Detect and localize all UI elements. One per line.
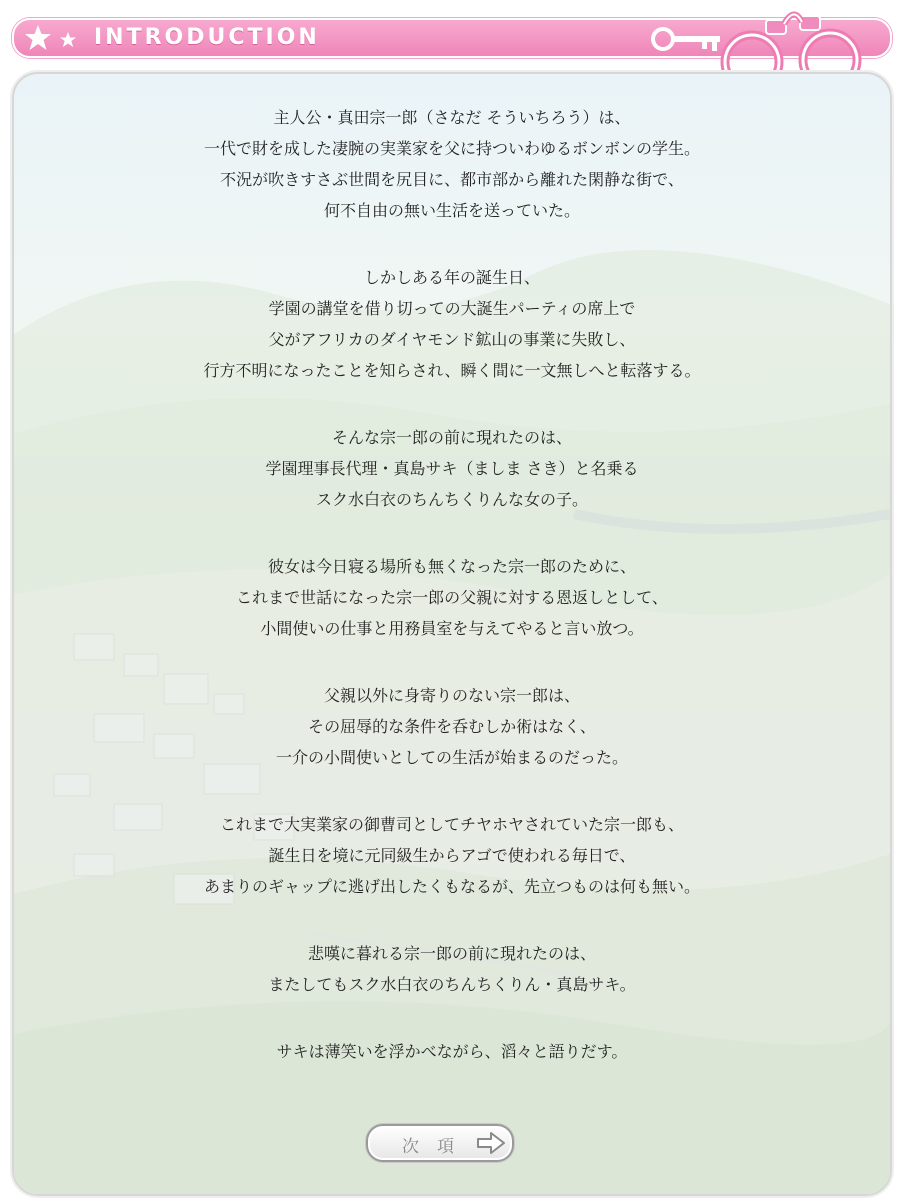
story-paragraph — [14, 1036, 890, 1067]
story-line: 一介の小間使いとしての生活が始まるのだった。 — [275, 748, 628, 767]
story-line: 悲嘆に暮れる宗一郎の前に現れたのは、 — [307, 944, 596, 963]
story-paragraph — [14, 422, 890, 515]
story-line: 小間使いの仕事と用務員室を与えてやると言い放つ。 — [260, 619, 644, 638]
introduction-panel — [12, 72, 892, 1196]
story-text — [14, 102, 890, 1103]
next-page-label: 次項 — [402, 1137, 472, 1157]
story-line: これまで大実業家の御曹司としてチヤホヤされていた宗一郎も、 — [219, 815, 684, 834]
story-line: またしてもスク水白衣のちんちくりん・真島サキ。 — [268, 975, 636, 994]
story-line: しかしある年の誕生日、 — [363, 268, 540, 287]
story-line: 父親以外に身寄りのない宗一郎は、 — [323, 686, 580, 705]
story-line: そんな宗一郎の前に現れたのは、 — [331, 428, 572, 447]
story-line: サキは薄笑いを浮かべながら、滔々と語りだす。 — [276, 1042, 628, 1061]
story-paragraph — [14, 551, 890, 644]
story-line: あまりのギャップに逃げ出したくもなるが、先立つものは何も無い。 — [203, 877, 700, 896]
story-paragraph — [14, 102, 890, 226]
story-paragraph — [14, 262, 890, 386]
arrow-right-icon — [476, 1131, 506, 1155]
story-paragraph — [14, 938, 890, 1000]
stars-icon — [22, 23, 88, 53]
story-paragraph — [14, 680, 890, 773]
story-line: これまで世話になった宗一郎の父親に対する恩返しとして、 — [236, 588, 668, 607]
story-line: 学園の講堂を借り切っての大誕生パーティの席上で — [268, 299, 636, 318]
story-line: その屈辱的な条件を呑むしか術はなく、 — [308, 717, 596, 736]
story-line: 何不自由の無い生活を送っていた。 — [323, 201, 580, 220]
story-paragraph — [14, 809, 890, 902]
story-line: 一代で財を成した凄腕の実業家を父に持ついわゆるボンボンの学生。 — [203, 139, 700, 158]
story-line: 学園理事長代理・真島サキ（ましま さき）と名乗る — [265, 459, 639, 478]
story-line: スク水白衣のちんちくりんな女の子。 — [315, 490, 588, 509]
next-page-button[interactable] — [366, 1124, 514, 1162]
story-line: 彼女は今日寝る場所も無くなった宗一郎のために、 — [267, 557, 636, 576]
story-line: 主人公・真田宗一郎（さなだ そういちろう）は、 — [273, 108, 631, 127]
story-line: 父がアフリカのダイヤモンド鉱山の事業に失敗し、 — [268, 330, 636, 349]
story-line: 不況が吹きすさぶ世間を尻目に、都市部から離れた閑静な街で、 — [220, 170, 684, 189]
page-title: INTRODUCTION — [94, 25, 320, 50]
story-line: 行方不明になったことを知らされ、瞬く間に一文無しへと転落する。 — [203, 361, 701, 380]
story-line: 誕生日を境に元同級生からアゴで使われる毎日で、 — [268, 846, 636, 865]
